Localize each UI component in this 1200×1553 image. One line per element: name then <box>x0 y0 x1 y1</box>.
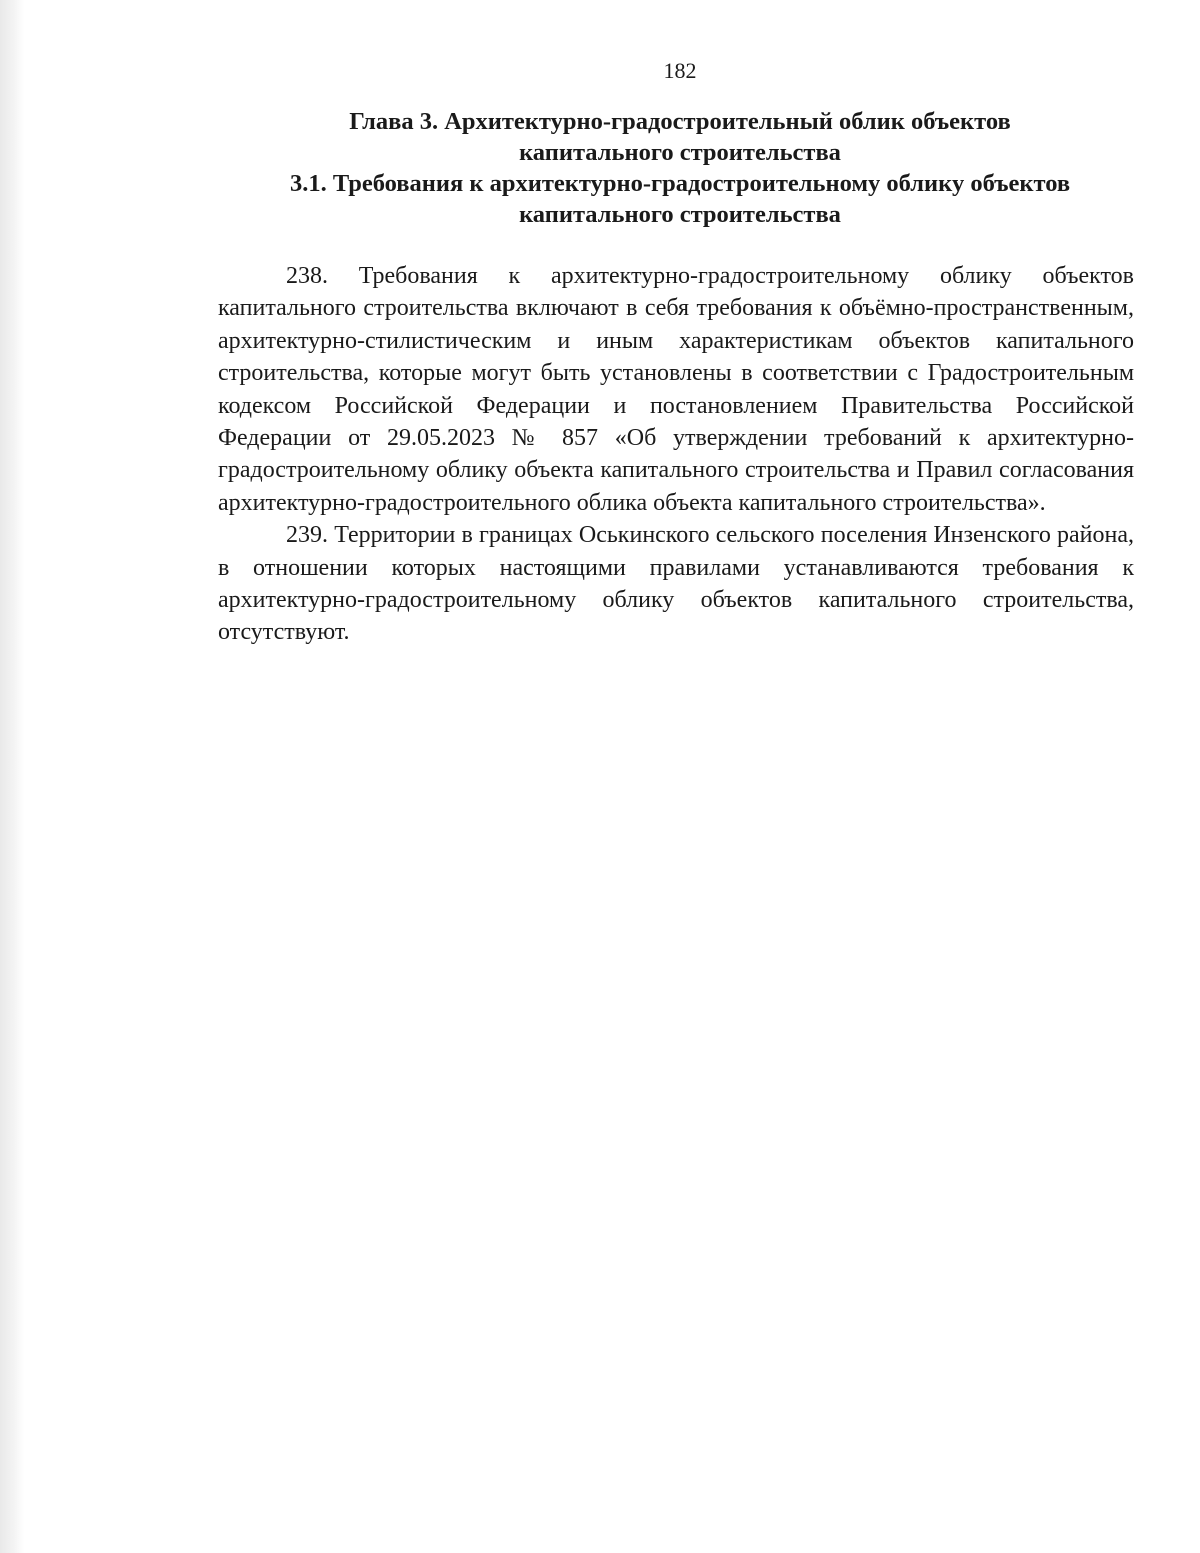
section-title-line-2: капитального строительства <box>519 201 841 228</box>
chapter-title-line-2: капитального строительства <box>519 139 841 166</box>
document-headings <box>216 106 1144 230</box>
scan-edge <box>0 0 24 1553</box>
page-number: 182 <box>663 58 697 83</box>
paragraph-239: 239. Территории в границах Оськинского сельского поселения Инзенского района, в отношении которых настоящими правилами устанавливаются требования к архитектурно-градостроительному облику объектов капитального строительства, отсутствуют. <box>218 522 1134 646</box>
section-title-line-1: 3.1. Требования к архитектурно-градостроительному облику объектов <box>289 170 1071 197</box>
chapter-title-line-1: Глава 3. Архитектурно-градостроительный облик объектов <box>349 108 1011 135</box>
paragraph-238: 238. Требования к архитектурно-градостроительному облику объектов капитального строительства включают в себя требования к объёмно-пространственным, архитектурно-стилистическим и иным характеристикам объектов капитального строительства, которые могут быть установлены в соответствии с Градостроительным кодексом Российской Федерации и постановлением Правительства Российской Федерации от 29.05.2023 № 857 «Об утверждении требований к архитектурно-градостроительному облику объекта капитального строительства и Правил согласования архитектурно-градостроительного облика объекта капитального строительства». <box>218 263 1134 516</box>
body-text <box>218 260 1134 649</box>
